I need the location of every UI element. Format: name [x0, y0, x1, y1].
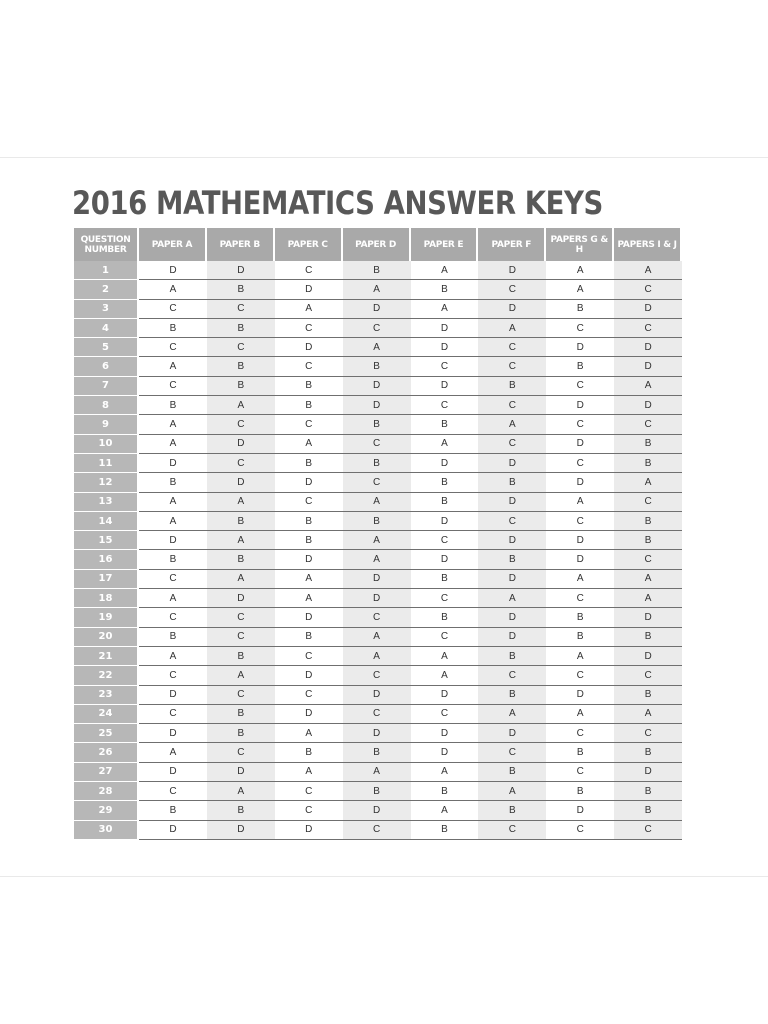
answer-cell: A [207, 531, 275, 550]
answer-cell: D [411, 377, 479, 396]
answer-cell: C [546, 821, 614, 840]
answer-cell: A [411, 300, 479, 319]
answer-cell: B [275, 743, 343, 762]
answer-cell: C [478, 357, 546, 376]
answer-cell: D [614, 647, 682, 666]
answer-cell: D [411, 743, 479, 762]
answer-cell: A [478, 782, 546, 801]
answer-cell: C [207, 608, 275, 627]
question-number-cell: 17 [74, 570, 139, 589]
question-number-cell: 15 [74, 531, 139, 550]
answer-cell: C [546, 666, 614, 685]
answer-cell: B [343, 454, 411, 473]
answer-cell: A [139, 512, 207, 531]
answer-cell: C [343, 666, 411, 685]
answer-cell: C [546, 589, 614, 608]
answer-cell: A [139, 280, 207, 299]
answer-cell: B [614, 628, 682, 647]
answer-cell: B [546, 782, 614, 801]
answer-cell: B [207, 550, 275, 569]
answer-cell: A [478, 415, 546, 434]
answer-cell: A [411, 435, 479, 454]
question-number-cell: 1 [74, 261, 139, 280]
answer-cell: A [546, 705, 614, 724]
answer-cell: B [207, 319, 275, 338]
question-number-cell: 28 [74, 782, 139, 801]
answer-cell: B [614, 531, 682, 550]
header-paper-column: PAPERS I & J [614, 228, 682, 261]
answer-cell: B [614, 512, 682, 531]
question-number-cell: 18 [74, 589, 139, 608]
answer-key-table [74, 228, 682, 840]
question-number-cell: 9 [74, 415, 139, 434]
answer-cell: C [139, 570, 207, 589]
answer-cell: C [478, 280, 546, 299]
answer-cell: C [546, 377, 614, 396]
answer-cell: B [411, 415, 479, 434]
answer-cell: D [207, 473, 275, 492]
answer-cell: C [411, 531, 479, 550]
answer-cell: D [275, 473, 343, 492]
answer-cell: A [343, 493, 411, 512]
answer-cell: D [614, 763, 682, 782]
header-paper-column: PAPER A [139, 228, 207, 261]
question-number-cell: 10 [74, 435, 139, 454]
answer-cell: A [275, 300, 343, 319]
answer-cell: D [343, 801, 411, 820]
answer-cell: D [546, 396, 614, 415]
answer-cell: D [614, 396, 682, 415]
answer-cell: B [207, 512, 275, 531]
answer-cell: D [411, 319, 479, 338]
question-number-cell: 3 [74, 300, 139, 319]
answer-cell: C [614, 493, 682, 512]
answer-cell: C [275, 801, 343, 820]
answer-cell: B [207, 357, 275, 376]
question-number-cell: 29 [74, 801, 139, 820]
answer-cell: D [139, 724, 207, 743]
answer-cell: A [478, 705, 546, 724]
answer-cell: C [207, 454, 275, 473]
answer-cell: D [478, 493, 546, 512]
answer-cell: B [411, 608, 479, 627]
answer-cell: D [207, 589, 275, 608]
answer-cell: A [207, 396, 275, 415]
answer-cell: C [275, 647, 343, 666]
answer-cell: A [343, 338, 411, 357]
answer-cell: B [207, 647, 275, 666]
answer-cell: C [207, 300, 275, 319]
answer-cell: A [343, 647, 411, 666]
answer-cell: D [411, 338, 479, 357]
answer-cell: A [275, 763, 343, 782]
answer-cell: D [546, 473, 614, 492]
answer-cell: C [614, 319, 682, 338]
answer-cell: B [343, 512, 411, 531]
answer-cell: D [343, 396, 411, 415]
answer-cell: D [411, 550, 479, 569]
question-number-cell: 14 [74, 512, 139, 531]
question-number-cell: 22 [74, 666, 139, 685]
answer-cell: D [411, 454, 479, 473]
answer-cell: C [275, 493, 343, 512]
answer-cell: B [275, 396, 343, 415]
answer-cell: B [546, 743, 614, 762]
answer-cell: D [343, 570, 411, 589]
answer-cell: D [343, 300, 411, 319]
answer-cell: B [411, 570, 479, 589]
answer-cell: D [478, 724, 546, 743]
answer-cell: B [207, 705, 275, 724]
answer-cell: D [275, 550, 343, 569]
answer-cell: C [614, 821, 682, 840]
answer-cell: B [614, 801, 682, 820]
answer-cell: C [411, 589, 479, 608]
answer-cell: A [275, 435, 343, 454]
header-question-number: QUESTION NUMBER [74, 228, 139, 261]
answer-cell: B [343, 782, 411, 801]
answer-cell: A [343, 550, 411, 569]
answer-cell: B [546, 608, 614, 627]
answer-cell: C [343, 705, 411, 724]
answer-cell: B [546, 300, 614, 319]
answer-cell: C [478, 821, 546, 840]
answer-cell: B [478, 473, 546, 492]
answer-cell: A [614, 473, 682, 492]
answer-cell: C [275, 261, 343, 280]
header-paper-column: PAPERS G & H [546, 228, 614, 261]
answer-cell: B [139, 473, 207, 492]
answer-cell: B [546, 628, 614, 647]
answer-cell: D [546, 531, 614, 550]
answer-cell: D [614, 357, 682, 376]
answer-cell: A [207, 570, 275, 589]
answer-cell: D [478, 608, 546, 627]
answer-cell: C [343, 435, 411, 454]
answer-cell: D [139, 763, 207, 782]
answer-cell: C [411, 628, 479, 647]
answer-cell: D [478, 300, 546, 319]
answer-cell: D [614, 608, 682, 627]
answer-cell: B [207, 801, 275, 820]
question-number-cell: 4 [74, 319, 139, 338]
answer-cell: C [478, 435, 546, 454]
answer-cell: A [546, 647, 614, 666]
answer-cell: C [478, 396, 546, 415]
answer-cell: A [614, 377, 682, 396]
answer-cell: C [207, 415, 275, 434]
answer-cell: A [411, 647, 479, 666]
answer-cell: C [275, 415, 343, 434]
answer-cell: D [478, 570, 546, 589]
question-number-cell: 23 [74, 686, 139, 705]
answer-cell: C [411, 705, 479, 724]
answer-cell: A [546, 493, 614, 512]
answer-cell: B [478, 550, 546, 569]
header-paper-column: PAPER D [343, 228, 411, 261]
answer-cell: C [614, 666, 682, 685]
answer-cell: C [546, 724, 614, 743]
answer-cell: D [614, 338, 682, 357]
answer-cell: C [546, 512, 614, 531]
answer-cell: A [207, 666, 275, 685]
answer-cell: A [614, 705, 682, 724]
answer-cell: C [139, 300, 207, 319]
answer-cell: B [139, 628, 207, 647]
answer-cell: B [207, 724, 275, 743]
answer-cell: D [207, 435, 275, 454]
answer-cell: C [139, 608, 207, 627]
answer-cell: C [411, 396, 479, 415]
answer-cell: C [139, 666, 207, 685]
question-number-cell: 25 [74, 724, 139, 743]
answer-cell: C [139, 705, 207, 724]
question-number-cell: 8 [74, 396, 139, 415]
question-number-cell: 16 [74, 550, 139, 569]
answer-cell: B [139, 319, 207, 338]
answer-cell: B [614, 435, 682, 454]
answer-cell: C [546, 319, 614, 338]
answer-cell: D [546, 550, 614, 569]
answer-cell: B [275, 628, 343, 647]
question-number-cell: 6 [74, 357, 139, 376]
answer-cell: D [207, 261, 275, 280]
answer-cell: A [343, 628, 411, 647]
answer-cell: D [343, 686, 411, 705]
answer-cell: D [546, 338, 614, 357]
answer-cell: D [139, 261, 207, 280]
answer-cell: C [478, 512, 546, 531]
answer-cell: D [546, 686, 614, 705]
answer-cell: A [343, 763, 411, 782]
answer-cell: B [411, 782, 479, 801]
answer-cell: A [343, 280, 411, 299]
answer-cell: A [411, 261, 479, 280]
answer-cell: D [207, 821, 275, 840]
answer-cell: D [343, 589, 411, 608]
header-paper-column: PAPER C [275, 228, 343, 261]
answer-cell: A [411, 801, 479, 820]
answer-cell: B [343, 743, 411, 762]
question-number-cell: 27 [74, 763, 139, 782]
answer-cell: A [546, 570, 614, 589]
answer-cell: C [546, 763, 614, 782]
answer-cell: D [139, 821, 207, 840]
header-paper-column: PAPER B [207, 228, 275, 261]
answer-cell: A [139, 493, 207, 512]
answer-cell: A [139, 743, 207, 762]
answer-cell: D [139, 531, 207, 550]
answer-cell: B [139, 396, 207, 415]
answer-cell: C [546, 454, 614, 473]
answer-cell: A [411, 666, 479, 685]
answer-cell: C [614, 550, 682, 569]
answer-cell: C [478, 743, 546, 762]
answer-cell: D [275, 280, 343, 299]
answer-cell: D [275, 608, 343, 627]
question-number-cell: 24 [74, 705, 139, 724]
answer-cell: C [207, 338, 275, 357]
answer-cell: A [275, 570, 343, 589]
answer-cell: C [478, 666, 546, 685]
question-number-cell: 19 [74, 608, 139, 627]
question-number-cell: 11 [74, 454, 139, 473]
answer-cell: B [614, 454, 682, 473]
answer-cell: D [275, 705, 343, 724]
answer-cell: B [614, 782, 682, 801]
answer-cell: B [275, 512, 343, 531]
answer-cell: A [275, 724, 343, 743]
answer-cell: C [411, 357, 479, 376]
answer-cell: D [139, 686, 207, 705]
answer-cell: A [207, 782, 275, 801]
answer-cell: C [343, 319, 411, 338]
question-number-cell: 12 [74, 473, 139, 492]
answer-cell: C [275, 319, 343, 338]
answer-cell: C [207, 743, 275, 762]
answer-cell: A [478, 589, 546, 608]
answer-cell: A [614, 589, 682, 608]
answer-cell: B [343, 415, 411, 434]
question-number-cell: 2 [74, 280, 139, 299]
answer-cell: C [275, 686, 343, 705]
answer-cell: A [139, 647, 207, 666]
answer-cell: A [411, 763, 479, 782]
answer-cell: C [275, 357, 343, 376]
answer-cell: C [139, 782, 207, 801]
answer-cell: B [275, 531, 343, 550]
answer-cell: D [478, 261, 546, 280]
answer-cell: B [478, 377, 546, 396]
answer-cell: C [275, 782, 343, 801]
answer-cell: C [546, 415, 614, 434]
answer-cell: D [478, 628, 546, 647]
answer-cell: B [411, 280, 479, 299]
answer-cell: B [614, 743, 682, 762]
question-number-cell: 30 [74, 821, 139, 840]
answer-cell: C [343, 821, 411, 840]
answer-cell: B [614, 686, 682, 705]
answer-cell: D [275, 338, 343, 357]
answer-cell: C [614, 415, 682, 434]
answer-cell: A [139, 357, 207, 376]
answer-cell: C [478, 338, 546, 357]
question-number-cell: 5 [74, 338, 139, 357]
answer-cell: A [546, 261, 614, 280]
question-number-cell: 20 [74, 628, 139, 647]
question-number-cell: 7 [74, 377, 139, 396]
answer-cell: A [275, 589, 343, 608]
answer-cell: B [478, 686, 546, 705]
answer-cell: D [275, 666, 343, 685]
answer-cell: D [139, 454, 207, 473]
answer-cell: B [275, 377, 343, 396]
answer-cell: D [411, 512, 479, 531]
answer-cell: C [139, 338, 207, 357]
answer-cell: D [343, 724, 411, 743]
answer-cell: B [275, 454, 343, 473]
answer-cell: D [546, 435, 614, 454]
question-number-cell: 13 [74, 493, 139, 512]
answer-cell: A [614, 261, 682, 280]
answer-cell: B [207, 280, 275, 299]
answer-cell: B [343, 261, 411, 280]
answer-cell: B [478, 647, 546, 666]
answer-cell: C [139, 377, 207, 396]
answer-cell: D [411, 686, 479, 705]
answer-cell: B [411, 821, 479, 840]
answer-cell: A [139, 589, 207, 608]
answer-cell: D [478, 531, 546, 550]
answer-cell: C [614, 280, 682, 299]
answer-cell: C [614, 724, 682, 743]
answer-cell: C [207, 628, 275, 647]
answer-cell: B [139, 801, 207, 820]
answer-cell: D [343, 377, 411, 396]
answer-cell: B [411, 493, 479, 512]
answer-cell: A [139, 415, 207, 434]
answer-cell: A [614, 570, 682, 589]
answer-cell: D [614, 300, 682, 319]
answer-cell: B [139, 550, 207, 569]
answer-cell: D [275, 821, 343, 840]
answer-cell: A [139, 435, 207, 454]
answer-cell: B [343, 357, 411, 376]
question-number-cell: 26 [74, 743, 139, 762]
answer-cell: B [478, 801, 546, 820]
answer-cell: C [207, 686, 275, 705]
answer-cell: B [207, 377, 275, 396]
answer-cell: D [411, 724, 479, 743]
answer-cell: A [343, 531, 411, 550]
question-number-cell: 21 [74, 647, 139, 666]
page-title: 2016 MATHEMATICS ANSWER KEYS [72, 184, 603, 222]
answer-cell: B [478, 763, 546, 782]
answer-cell: A [478, 319, 546, 338]
answer-cell: B [546, 357, 614, 376]
answer-cell: D [546, 801, 614, 820]
answer-cell: A [207, 493, 275, 512]
answer-cell: C [343, 608, 411, 627]
header-paper-column: PAPER F [478, 228, 546, 261]
answer-cell: B [411, 473, 479, 492]
answer-cell: C [343, 473, 411, 492]
answer-cell: D [207, 763, 275, 782]
header-paper-column: PAPER E [411, 228, 479, 261]
answer-cell: A [546, 280, 614, 299]
answer-cell: D [478, 454, 546, 473]
